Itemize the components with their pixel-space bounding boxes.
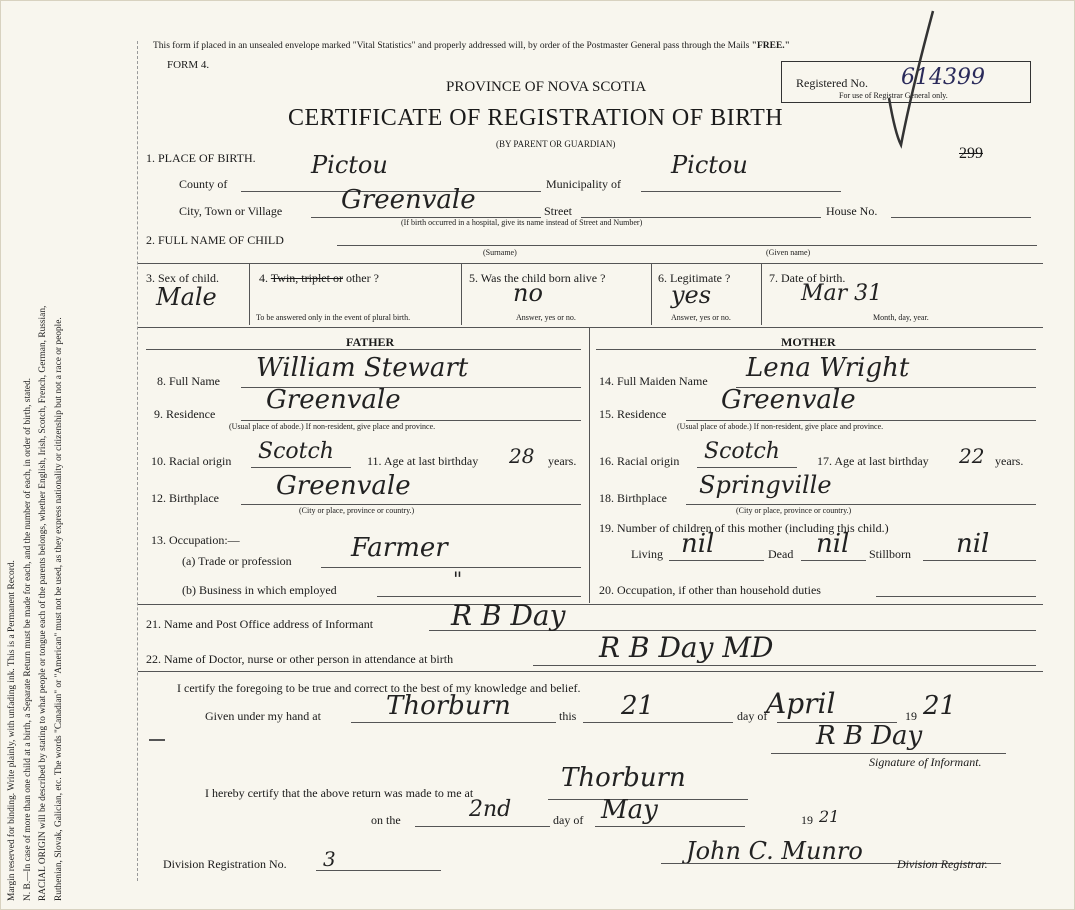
mother-birthplace-line — [686, 504, 1036, 505]
doctor-line — [533, 665, 1036, 666]
month-value: April — [766, 687, 836, 720]
father-heading: FATHER — [346, 335, 395, 349]
dob-label: 7. Date of birth. — [769, 271, 846, 285]
year-value: 21 — [923, 691, 957, 721]
mother-name-value: Lena Wright — [746, 353, 910, 383]
struck-number: 299 — [959, 145, 983, 162]
day-of-label-2: day of — [553, 813, 584, 827]
certificate-title: CERTIFICATE OF REGISTRATION OF BIRTH — [288, 105, 784, 131]
registered-label: Registered No. — [796, 76, 868, 90]
father-years: years. — [548, 454, 577, 468]
dead-label: Dead — [768, 547, 794, 561]
father-trade-label: (a) Trade or profession — [182, 554, 292, 568]
father-age-label: 11. Age at last birthday — [367, 454, 479, 468]
margin-line-4: Ruthenian, Slovak, Galician, etc. The words "Canadian" or "American" must not be used, as they express nationality or citizenship but not a race or people. — [53, 317, 64, 901]
sex-value: Male — [156, 283, 217, 311]
stillborn-value: nil — [956, 529, 990, 559]
alive-value: no — [513, 279, 543, 307]
father-birthplace-label: 12. Birthplace — [151, 491, 219, 505]
day-value: 21 — [621, 691, 655, 721]
dob-value: Mar 31 — [801, 281, 883, 306]
return-label: I hereby certify that the above return was made to me at — [205, 786, 474, 800]
mother-age-label: 17. Age at last birthday — [817, 454, 929, 468]
father-racial-label: 10. Racial origin — [151, 454, 232, 468]
twin-label: 4. Twin, triplet or other ? — [259, 271, 379, 285]
street-label: Street — [544, 204, 572, 218]
margin-line-3: RACIAL ORIGIN will be described by stating to what people or tongue each of the parents belongs, whether English, Irish, Scotch, French, German, Russian, — [38, 305, 48, 901]
given-place-line — [351, 722, 556, 723]
return-place-value: Thorburn — [561, 763, 686, 793]
informant-signature: R B Day — [816, 721, 923, 751]
sex-label: 3. Sex of child. — [146, 271, 219, 285]
living-value: nil — [681, 529, 715, 559]
house-line — [891, 217, 1031, 218]
father-name-label: 8. Full Name — [157, 374, 220, 388]
registrar-signature: John C. Munro — [686, 837, 863, 865]
form-number: FORM 4. — [167, 59, 210, 71]
mother-residence-label: 15. Residence — [599, 407, 667, 421]
father-business-value: " — [453, 567, 463, 591]
mother-racial-line — [697, 467, 797, 468]
legitimate-note: Answer, yes or no. — [671, 313, 731, 322]
province-heading: PROVINCE OF NOVA SCOTIA — [446, 79, 647, 95]
place-of-birth-label: 1. PLACE OF BIRTH. — [146, 151, 256, 165]
dead-line — [801, 560, 866, 561]
father-age-value: 28 — [509, 444, 535, 468]
legitimate-value: yes — [671, 281, 712, 309]
hospital-note: (If birth occurred in a hospital, give its name instead of Street and Number) — [401, 218, 643, 227]
on-month-line — [595, 826, 745, 827]
legitimate-label: 6. Legitimate ? — [658, 271, 731, 285]
mother-occupation-line — [876, 596, 1036, 597]
row-divider-top — [138, 263, 1043, 264]
ink-mark — [149, 739, 165, 744]
mother-birthplace-label: 18. Birthplace — [599, 491, 667, 505]
father-trade-value: Farmer — [351, 533, 448, 563]
stillborn-label: Stillborn — [869, 547, 912, 561]
father-business-label: (b) Business in which employed — [182, 583, 337, 597]
certificate-subtitle: (BY PARENT OR GUARDIAN) — [496, 139, 616, 149]
this-label: this — [559, 709, 577, 723]
on-day-line — [415, 826, 550, 827]
mother-name-label: 14. Full Maiden Name — [599, 374, 708, 388]
year-value-2: 21 — [819, 807, 840, 826]
mother-children-label: 19. Number of children of this mother (including this child.) — [599, 521, 889, 535]
father-racial-value: Scotch — [258, 439, 334, 464]
registrar-label: Division Registrar. — [897, 857, 988, 871]
division-value: 3 — [323, 847, 336, 871]
informant-value: R B Day — [451, 599, 566, 632]
on-month-value: May — [601, 795, 658, 825]
father-business-line — [377, 596, 581, 597]
mother-birthplace-note: (City or place, province or country.) — [736, 506, 852, 515]
col-divider-4 — [761, 263, 762, 325]
mother-age-value: 22 — [959, 444, 985, 468]
division-label: Division Registration No. — [163, 857, 287, 871]
father-trade-line — [321, 567, 581, 568]
dead-value: nil — [816, 529, 850, 559]
signature-label: Signature of Informant. — [869, 755, 982, 769]
postal-notice: This form if placed in an unsealed envelope marked "Vital Statistics" and properly addressed will, by order of the Postmaster General pass through the Mails "FREE." — [153, 41, 790, 51]
mother-birthplace-value: Springville — [699, 471, 832, 499]
father-residence-note: (Usual place of abode.) If non-resident, give place and province. — [229, 422, 436, 431]
mother-residence-value: Greenvale — [721, 385, 856, 415]
binding-margin-line — [137, 41, 138, 881]
municipality-line — [641, 191, 841, 192]
year-prefix: 19 — [905, 709, 917, 723]
margin-line-2: N. B.—In case of more than one child at a birth, a Separate Return must be made for each, and the number of each, in order of birth, stated. — [22, 378, 33, 901]
living-line — [669, 560, 764, 561]
father-birthplace-value: Greenvale — [276, 471, 411, 501]
mother-residence-line — [686, 420, 1036, 421]
given-place-value: Thorburn — [386, 691, 511, 721]
col-divider-2 — [461, 263, 462, 325]
mother-years: years. — [995, 454, 1024, 468]
on-the-label: on the — [371, 813, 401, 827]
mother-heading: MOTHER — [781, 335, 836, 349]
alive-label: 5. Was the child born alive ? — [469, 271, 606, 285]
alive-note: Answer, yes or no. — [516, 313, 576, 322]
father-name-value: William Stewart — [256, 353, 469, 383]
full-name-line — [337, 245, 1037, 246]
father-heading-line — [146, 349, 581, 350]
father-occupation-label: 13. Occupation:— — [151, 533, 240, 547]
registered-note: For use of Registrar General only. — [839, 91, 948, 100]
on-day-value: 2nd — [469, 797, 512, 822]
twin-note: To be answered only in the event of plural birth. — [256, 313, 411, 322]
given-name-note: (Given name) — [766, 248, 811, 257]
day-of-label: day of — [737, 709, 768, 723]
mother-residence-note: (Usual place of abode.) If non-resident, give place and province. — [677, 422, 884, 431]
day-line — [583, 722, 733, 723]
father-residence-value: Greenvale — [266, 385, 401, 415]
signature-line — [771, 753, 1006, 754]
mother-occupation-label: 20. Occupation, if other than household duties — [599, 583, 821, 597]
doctor-label: 22. Name of Doctor, nurse or other person in attendance at birth — [146, 652, 454, 666]
margin-line-1: Margin reserved for binding. Write plainly, with unfading ink. This is a Permanent Record. — [7, 560, 17, 901]
surname-note: (Surname) — [483, 248, 517, 257]
mother-racial-label: 16. Racial origin — [599, 454, 680, 468]
parents-divider — [589, 327, 590, 603]
margin-instructions — [5, 21, 67, 901]
check-mark — [881, 3, 941, 153]
year-prefix-2: 19 — [801, 813, 813, 827]
row-divider-informant — [138, 604, 1043, 605]
dob-note: Month, day, year. — [873, 313, 929, 322]
county-label: County of — [179, 177, 228, 191]
father-birthplace-line — [241, 504, 581, 505]
father-residence-line — [241, 420, 581, 421]
stillborn-line — [923, 560, 1036, 561]
mother-heading-line — [596, 349, 1036, 350]
full-name-label: 2. FULL NAME OF CHILD — [146, 233, 284, 247]
city-value: Greenvale — [341, 185, 476, 215]
row-divider-certify — [138, 671, 1043, 672]
father-birthplace-note: (City or place, province or country.) — [299, 506, 415, 515]
certify-statement: I certify the foregoing to be true and correct to the best of my knowledge and belief. — [177, 681, 581, 695]
mother-racial-value: Scotch — [704, 439, 780, 464]
given-label: Given under my hand at — [205, 709, 321, 723]
registered-number: 614399 — [901, 65, 985, 90]
doctor-value: R B Day MD — [599, 631, 774, 664]
county-value: Pictou — [311, 151, 388, 179]
col-divider-3 — [651, 263, 652, 325]
row-divider-parents — [138, 327, 1043, 328]
father-racial-line — [251, 467, 351, 468]
living-label: Living — [631, 547, 663, 561]
city-label: City, Town or Village — [179, 204, 283, 218]
municipality-label: Municipality of — [546, 177, 621, 191]
municipality-value: Pictou — [671, 151, 748, 179]
house-label: House No. — [826, 204, 878, 218]
informant-label: 21. Name and Post Office address of Informant — [146, 617, 374, 631]
col-divider-1 — [249, 263, 250, 325]
father-residence-label: 9. Residence — [154, 407, 216, 421]
